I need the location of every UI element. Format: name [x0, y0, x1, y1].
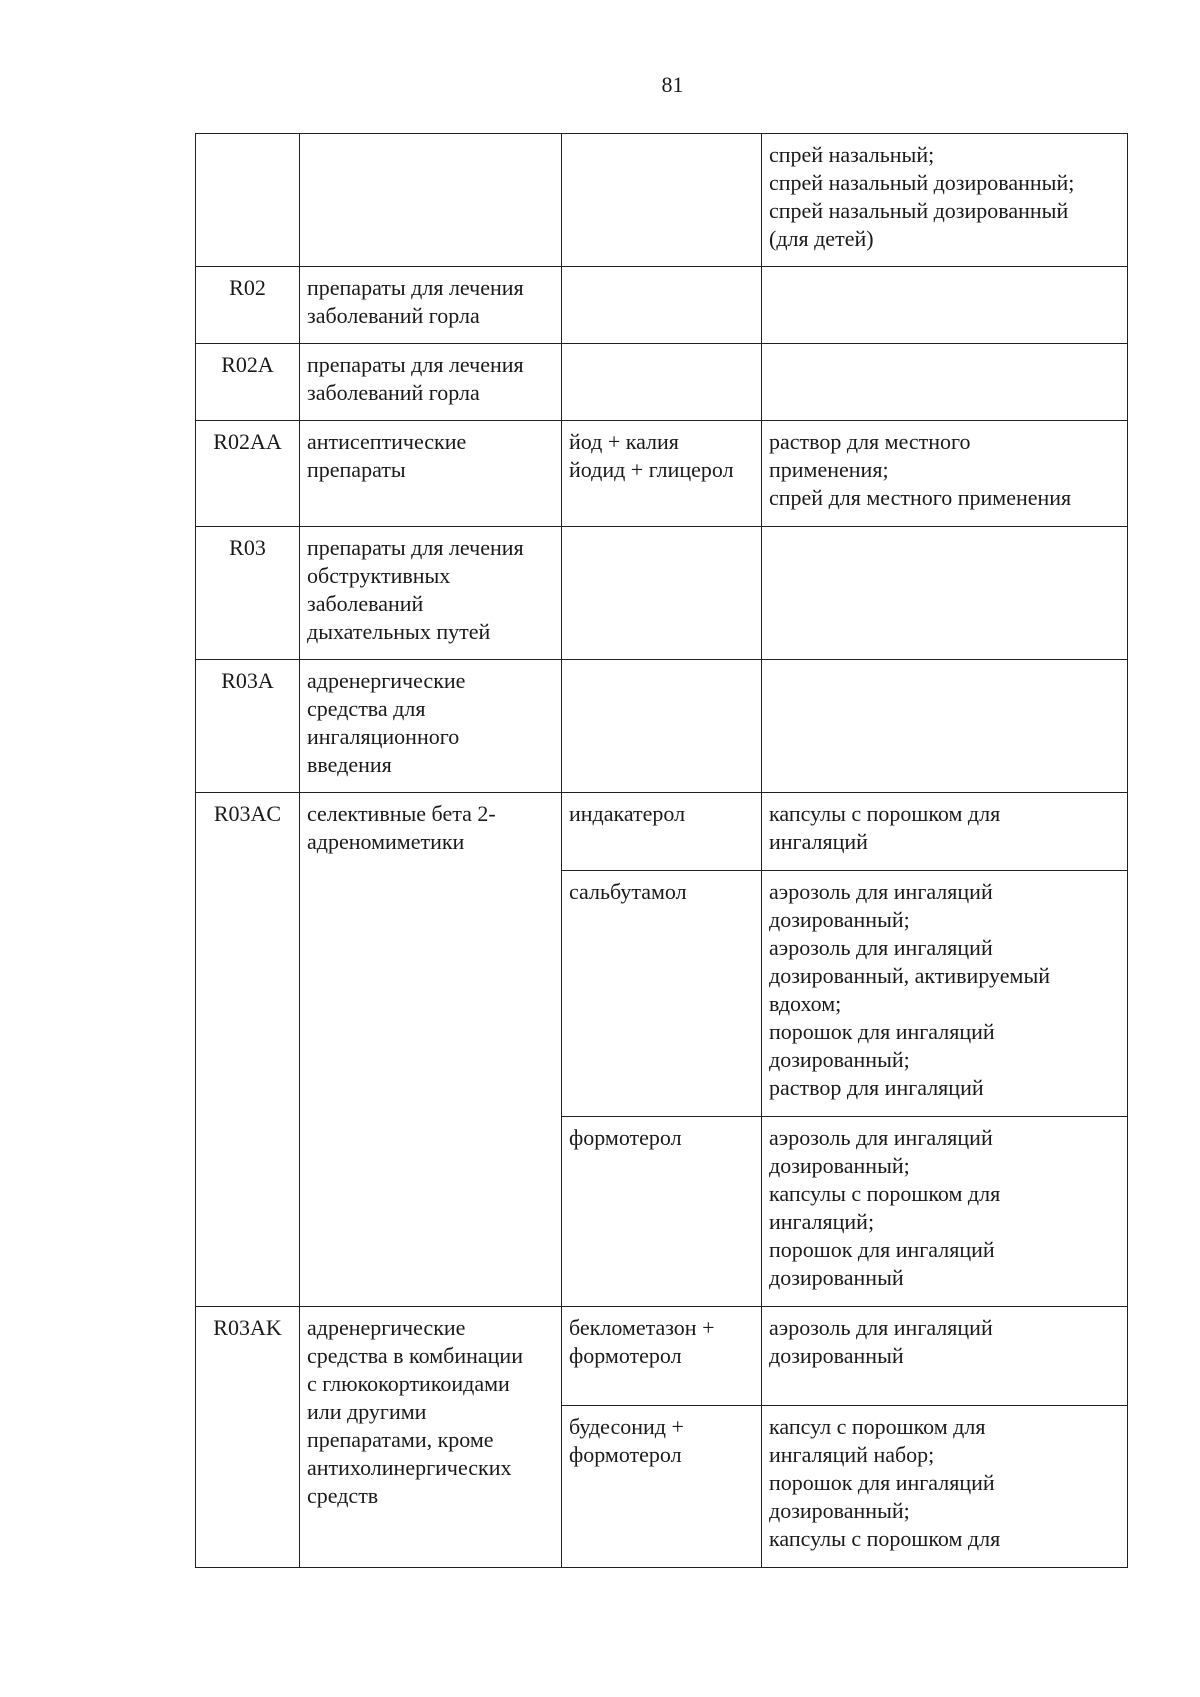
group-name-line: препараты для лечения: [307, 352, 524, 377]
drug-name-line: йодид + глицерол: [569, 457, 734, 482]
group-name-line: адреномиметики: [307, 829, 465, 854]
group-name-line: антихолинергических: [307, 1455, 512, 1480]
dosage-form-line: раствор для местного: [769, 429, 971, 454]
drug-name-cell: [562, 1117, 762, 1307]
table-row: [196, 134, 1128, 267]
table-row: [196, 527, 1128, 660]
drug-name-cell: [562, 793, 762, 871]
drug-name-line: формотерол: [569, 1442, 682, 1467]
dosage-form-line: спрей назальный дозированный: [769, 198, 1069, 223]
group-name-cell: [300, 1307, 562, 1568]
dosage-form-line: аэрозоль для ингаляций: [769, 1315, 993, 1340]
dosage-form-line: дозированный;: [769, 1498, 910, 1523]
dosage-form-line: капсулы с порошком для: [769, 1181, 1001, 1206]
drug-name-line: йод + калия: [569, 429, 679, 454]
dosage-form-line: дозированный: [769, 1265, 904, 1290]
group-name-cell: [300, 793, 562, 1307]
group-name-line: заболеваний горла: [307, 303, 480, 328]
dosage-form-line: капсулы с порошком для: [769, 801, 1001, 826]
group-name-line: препаратами, кроме: [307, 1427, 494, 1452]
group-name-line: селективные бета 2-: [307, 801, 496, 826]
dosage-form-line: аэрозоль для ингаляций: [769, 1125, 993, 1150]
atc-code-cell: R03AC: [196, 793, 300, 1307]
table-row: [196, 793, 1128, 871]
dosage-form-line: дозированный;: [769, 907, 910, 932]
dosage-forms-cell: [762, 1307, 1128, 1406]
drug-name-line: формотерол: [569, 1343, 682, 1368]
dosage-form-line: раствор для ингаляций: [769, 1075, 984, 1100]
dosage-forms-cell: [762, 527, 1128, 660]
atc-code-cell: [196, 134, 300, 267]
table-row: [196, 1307, 1128, 1406]
group-name-line: средства для: [307, 696, 426, 721]
dosage-form-line: дозированный, активируемый: [769, 963, 1050, 988]
dosage-form-line: капсулы с порошком для: [769, 1526, 1001, 1551]
atc-code-cell: R03A: [196, 660, 300, 793]
atc-code-cell: R02A: [196, 344, 300, 421]
drug-name-cell: [562, 421, 762, 527]
table-row: [196, 267, 1128, 344]
atc-code-cell: R02: [196, 267, 300, 344]
dosage-form-line: капсул с порошком для: [769, 1414, 986, 1439]
drug-name-cell: [562, 660, 762, 793]
group-name-line: средства в комбинации: [307, 1343, 523, 1368]
group-name-cell: [300, 527, 562, 660]
dosage-form-line: (для детей): [769, 226, 874, 251]
dosage-form-line: аэрозоль для ингаляций: [769, 879, 993, 904]
dosage-forms-cell: [762, 134, 1128, 267]
atc-code-cell: R02AA: [196, 421, 300, 527]
table-row: [196, 344, 1128, 421]
dosage-forms-cell: [762, 421, 1128, 527]
group-name-line: обструктивных: [307, 563, 451, 588]
dosage-form-line: дозированный;: [769, 1047, 910, 1072]
table-body: [196, 134, 1128, 1568]
group-name-line: препараты для лечения: [307, 275, 524, 300]
drug-name-line: беклометазон +: [569, 1315, 715, 1340]
dosage-form-line: дозированный;: [769, 1153, 910, 1178]
drug-table: [195, 133, 1128, 1568]
group-name-line: ингаляционного: [307, 724, 460, 749]
drug-name-cell: [562, 344, 762, 421]
group-name-line: введения: [307, 752, 392, 777]
group-name-line: заболеваний горла: [307, 380, 480, 405]
group-name-line: или другими: [307, 1399, 427, 1424]
table-row: [196, 421, 1128, 527]
dosage-forms-cell: [762, 1406, 1128, 1568]
drug-name-cell: [562, 1307, 762, 1406]
dosage-forms-cell: [762, 660, 1128, 793]
group-name-cell: [300, 134, 562, 267]
dosage-form-line: спрей для местного применения: [769, 485, 1072, 510]
drug-name-line: формотерол: [569, 1125, 682, 1150]
group-name-cell: [300, 267, 562, 344]
drug-name-cell: [562, 267, 762, 344]
group-name-line: препараты: [307, 457, 406, 482]
drug-name-cell: [562, 871, 762, 1117]
dosage-forms-cell: [762, 267, 1128, 344]
drug-name-cell: [562, 527, 762, 660]
dosage-form-line: вдохом;: [769, 991, 842, 1016]
group-name-line: средств: [307, 1483, 379, 1508]
group-name-line: заболеваний: [307, 591, 424, 616]
dosage-forms-cell: [762, 793, 1128, 871]
group-name-cell: [300, 344, 562, 421]
dosage-form-line: ингаляций: [769, 829, 868, 854]
group-name-line: антисептические: [307, 429, 467, 454]
dosage-form-line: порошок для ингаляций: [769, 1237, 995, 1262]
dosage-form-line: порошок для ингаляций: [769, 1470, 995, 1495]
atc-code-cell: R03: [196, 527, 300, 660]
dosage-form-line: ингаляций;: [769, 1209, 875, 1234]
dosage-form-line: ингаляций набор;: [769, 1442, 935, 1467]
group-name-line: с глюкокортикоидами: [307, 1371, 510, 1396]
page-number: 81: [661, 72, 684, 97]
dosage-form-line: применения;: [769, 457, 889, 482]
dosage-forms-cell: [762, 1117, 1128, 1307]
group-name-cell: [300, 421, 562, 527]
dosage-form-line: порошок для ингаляций: [769, 1019, 995, 1044]
drug-name-line: индакатерол: [569, 801, 686, 826]
group-name-line: адренергические: [307, 668, 466, 693]
drug-name-line: будесонид +: [569, 1414, 684, 1439]
dosage-form-line: спрей назальный дозированный;: [769, 170, 1075, 195]
dosage-form-line: спрей назальный;: [769, 142, 935, 167]
drug-name-cell: [562, 1406, 762, 1568]
drug-name-cell: [562, 134, 762, 267]
group-name-line: препараты для лечения: [307, 535, 524, 560]
group-name-line: адренергические: [307, 1315, 466, 1340]
dosage-form-line: аэрозоль для ингаляций: [769, 935, 993, 960]
dosage-forms-cell: [762, 344, 1128, 421]
dosage-forms-cell: [762, 871, 1128, 1117]
atc-code-cell: R03AK: [196, 1307, 300, 1568]
group-name-line: дыхательных путей: [307, 619, 491, 644]
group-name-cell: [300, 660, 562, 793]
dosage-form-line: дозированный: [769, 1343, 904, 1368]
drug-name-line: сальбутамол: [569, 879, 687, 904]
table-row: [196, 660, 1128, 793]
